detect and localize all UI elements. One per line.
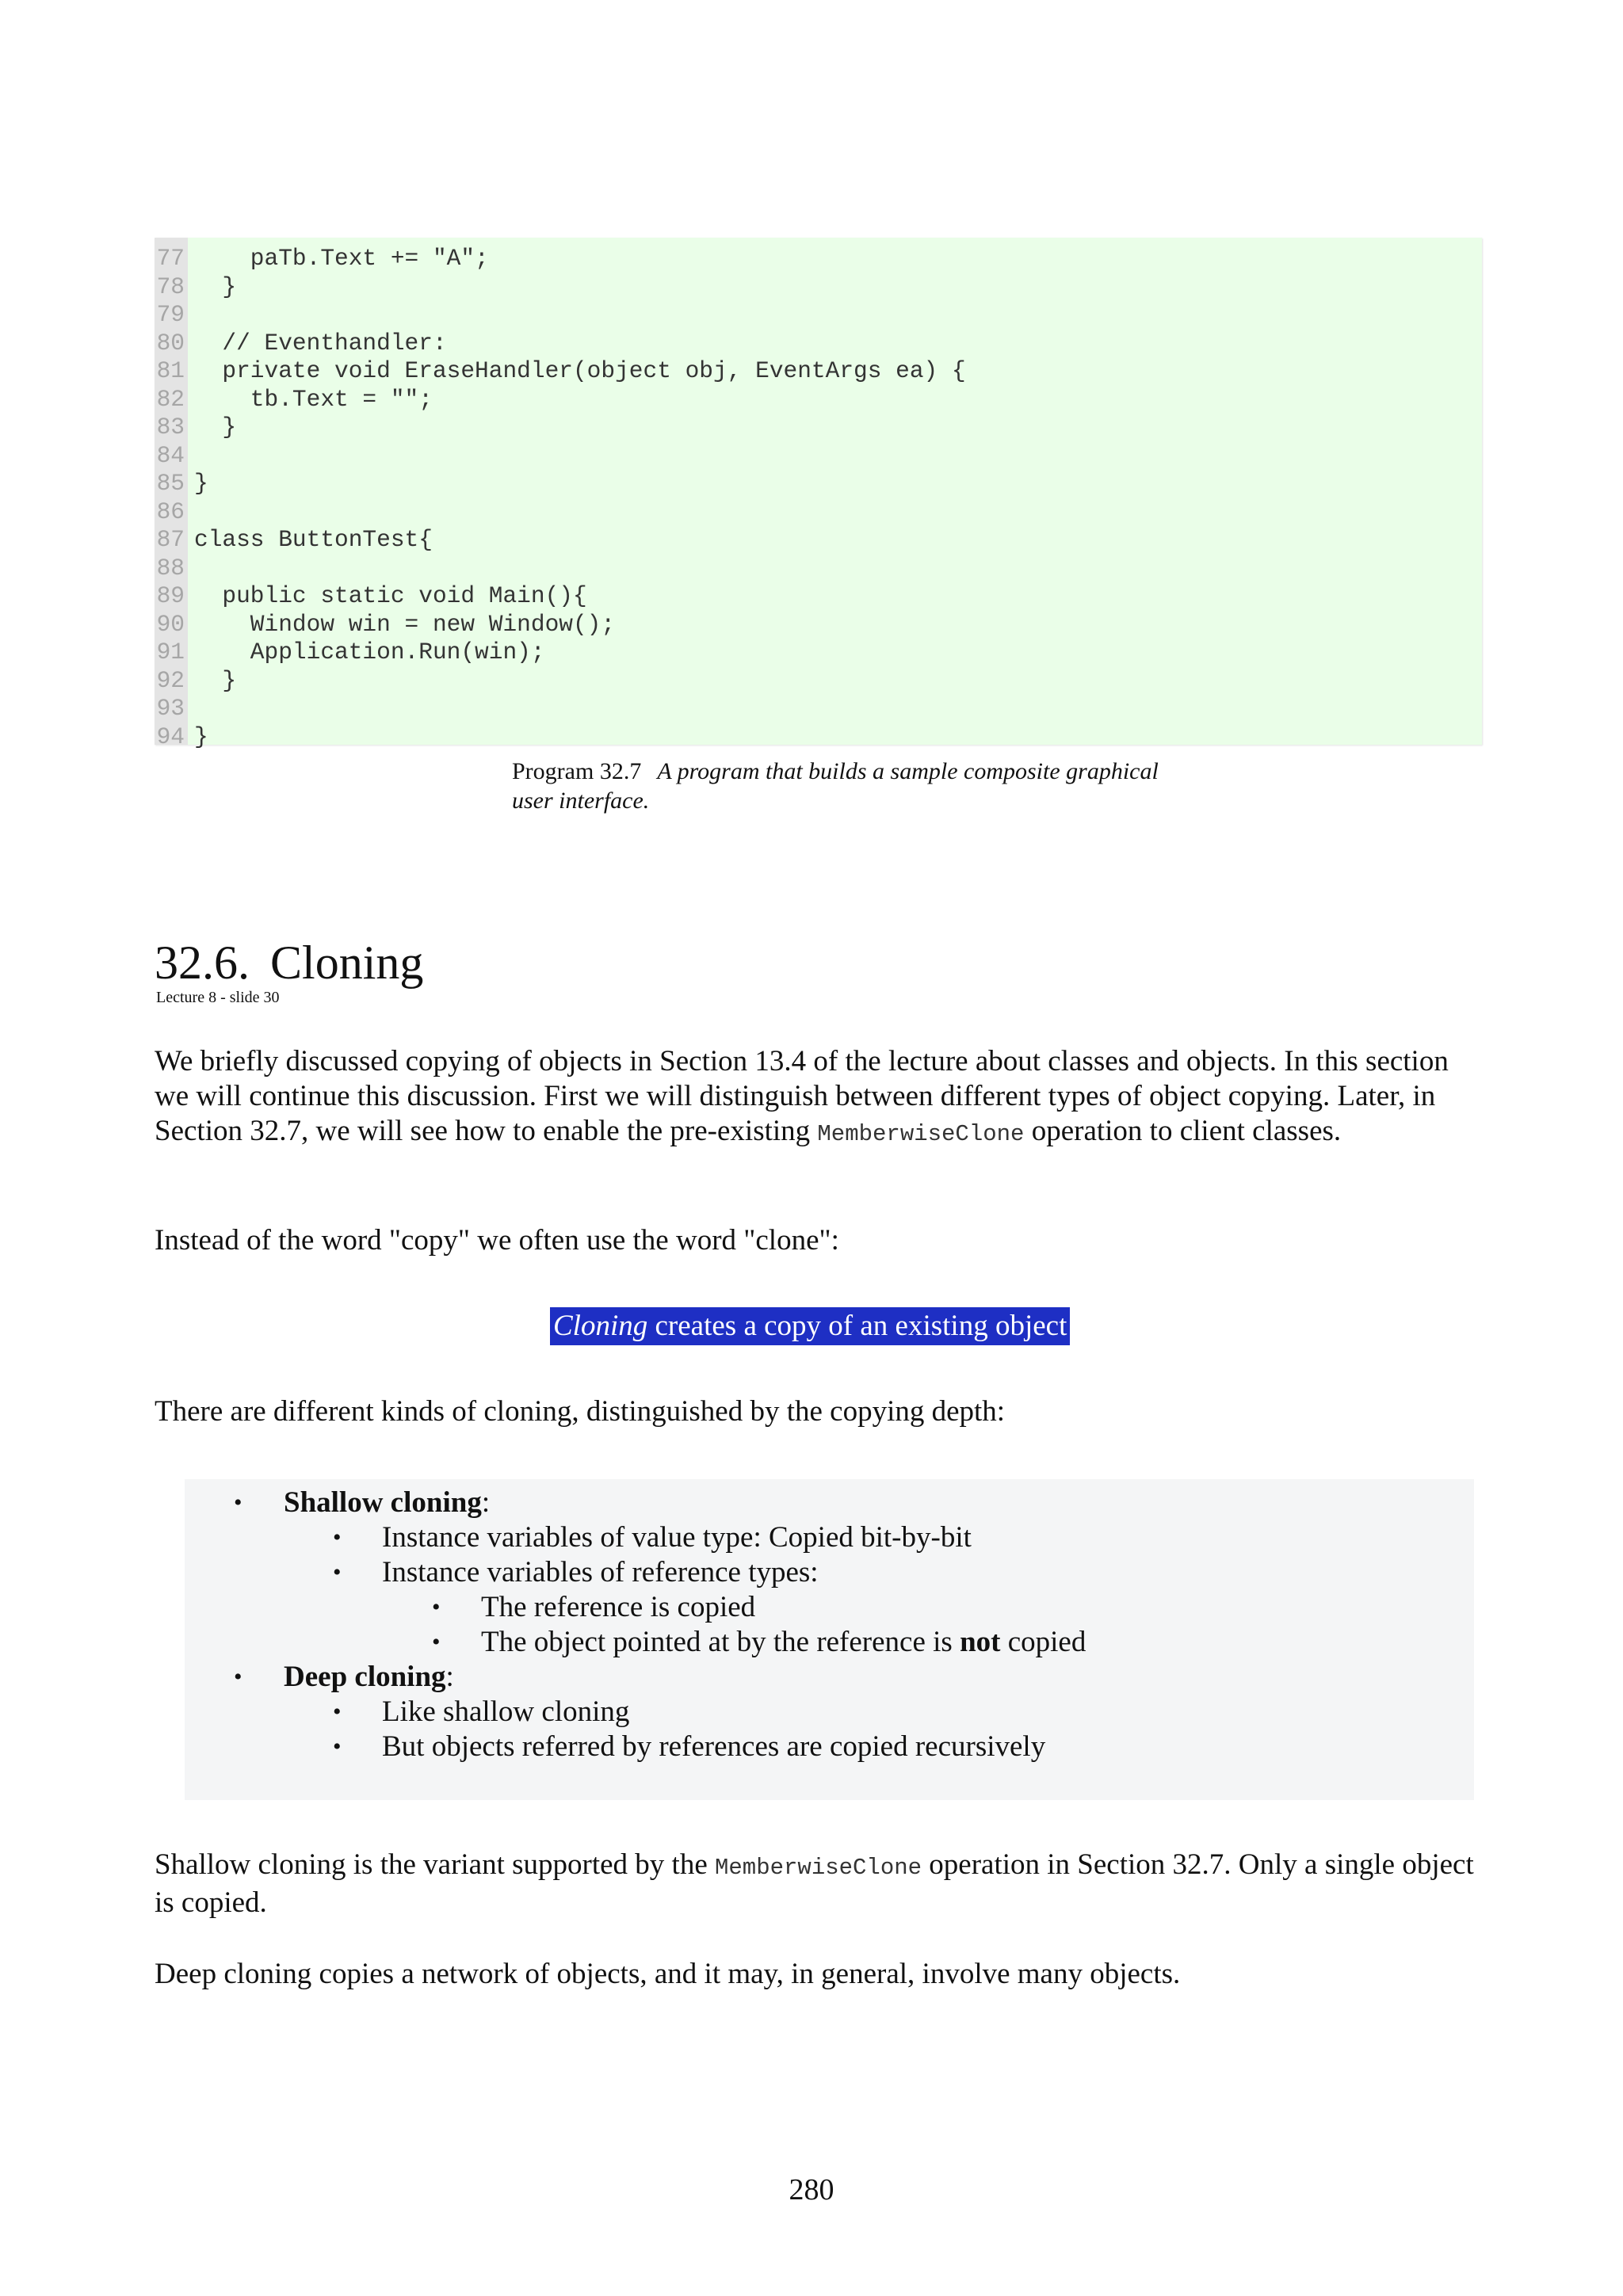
bullet-icon: • <box>432 1594 441 1620</box>
inline-code-memberwiseclone: MemberwiseClone <box>817 1121 1025 1147</box>
deep-cloning-colon: : <box>445 1661 454 1693</box>
shallow-support-text-1: Shallow cloning is the variant supported by the <box>155 1848 715 1881</box>
bullet-icon: • <box>234 1489 242 1516</box>
list-item-recursive-copy: But objects referred by references are copied recursively <box>382 1730 1046 1763</box>
code-text: Window win = new Window(); <box>194 610 616 638</box>
line-number: 86 <box>156 498 185 525</box>
line-number: 80 <box>156 329 185 357</box>
bullet-icon: • <box>333 1559 342 1585</box>
shallow-cloning-colon: : <box>481 1486 491 1519</box>
line-number: 88 <box>156 554 185 582</box>
code-listing <box>155 238 1482 750</box>
bullet-icon: • <box>432 1629 441 1655</box>
caption-number: Program 32.7 <box>512 758 642 784</box>
list-item-value-type: Instance variables of value type: Copied bit-by-bit <box>382 1521 972 1554</box>
page-number: 280 <box>789 2173 834 2206</box>
line-number: 90 <box>156 610 185 638</box>
intro-text-2: operation to client classes. <box>1024 1115 1342 1147</box>
not-emphasis: not <box>960 1626 1001 1658</box>
line-number: 89 <box>156 582 185 609</box>
code-text: paTb.Text += "A"; <box>194 245 489 272</box>
caption-text: A program that builds a sample composite graphical user interface. <box>512 758 1159 814</box>
clone-word-paragraph: Instead of the word "copy" we often use the word "clone": <box>155 1224 839 1257</box>
list-item-like-shallow: Like shallow cloning <box>382 1695 630 1728</box>
code-text: // Eventhandler: <box>194 329 447 357</box>
shallow-cloning-label: Shallow cloning <box>284 1486 482 1519</box>
code-text: } <box>194 273 237 300</box>
line-number: 85 <box>156 470 185 497</box>
bullet-icon: • <box>234 1664 242 1690</box>
list-item-deep-cloning <box>284 1660 454 1695</box>
kinds-paragraph: There are different kinds of cloning, distinguished by the copying depth: <box>155 1395 1006 1428</box>
line-number: 83 <box>156 414 185 441</box>
cloning-definition-text: creates a copy of an existing object <box>647 1310 1067 1342</box>
cloning-definition-highlight <box>550 1307 1070 1345</box>
bullet-icon: • <box>333 1733 342 1760</box>
inline-code-memberwiseclone: MemberwiseClone <box>715 1855 922 1881</box>
cloning-kinds-list <box>185 1479 1474 1800</box>
intro-paragraph <box>155 1044 1486 1152</box>
code-text: } <box>194 723 208 750</box>
code-text: public static void Main(){ <box>194 582 587 609</box>
deep-cloning-paragraph: Deep cloning copies a network of objects, and it may, in general, involve many objects. <box>155 1958 1181 1990</box>
program-caption <box>512 757 1162 815</box>
code-text: private void EraseHandler(object obj, EventArgs ea) { <box>194 357 966 384</box>
line-number: 79 <box>156 301 185 328</box>
line-number: 94 <box>156 723 185 750</box>
line-number: 92 <box>156 666 185 694</box>
line-number: 77 <box>156 245 185 272</box>
slide-reference: Lecture 8 - slide 30 <box>156 989 280 1006</box>
line-number: 84 <box>156 441 185 469</box>
line-number: 82 <box>156 385 185 413</box>
section-title-text: Cloning <box>270 936 424 989</box>
code-text: class ButtonTest{ <box>194 526 433 553</box>
shallow-support-text-2: operation in Section 32.7. Only a single object is copied. <box>155 1848 1474 1919</box>
line-number: 91 <box>156 639 185 666</box>
list-item-reference-copied: The reference is copied <box>481 1591 756 1623</box>
deep-cloning-label: Deep cloning <box>284 1661 446 1693</box>
code-text: } <box>194 414 237 441</box>
bullet-icon: • <box>333 1524 342 1550</box>
section-title <box>155 935 423 990</box>
code-text: } <box>194 666 237 694</box>
section-number: 32.6. <box>155 936 250 989</box>
list-item-object-not-copied <box>481 1625 1086 1660</box>
list-item-reference-types: Instance variables of reference types: <box>382 1556 819 1589</box>
line-number: 93 <box>156 695 185 722</box>
line-number: 81 <box>156 357 185 384</box>
shallow-support-paragraph <box>155 1848 1486 1920</box>
code-text: tb.Text = ""; <box>194 385 433 413</box>
bullet-icon: • <box>333 1699 342 1725</box>
intro-text-1: We briefly discussed copying of objects in Section 13.4 of the lecture about classes and objects. In this section we will continue this discussion. First we will distinguish between different types of object copying. Later, in Section 32.7, we will see how to enable the pre-existing <box>155 1045 1449 1147</box>
line-number: 87 <box>156 526 185 553</box>
object-not-copied-text-2: copied <box>1000 1626 1086 1658</box>
cloning-term: Cloning <box>553 1310 648 1342</box>
object-not-copied-text-1: The object pointed at by the reference is <box>481 1626 960 1658</box>
line-number: 78 <box>156 273 185 300</box>
list-item-shallow-cloning <box>284 1486 490 1520</box>
code-text: } <box>194 470 208 497</box>
code-text: Application.Run(win); <box>194 639 545 666</box>
